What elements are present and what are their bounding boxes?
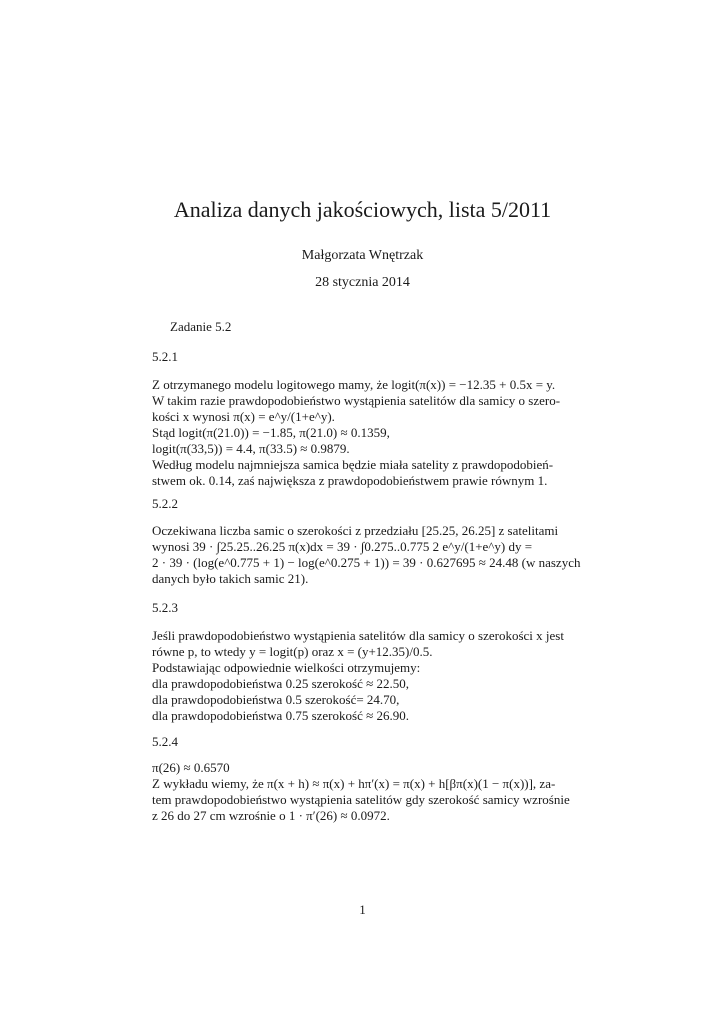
text-line: Stąd logit(π(21.0)) = −1.85, π(21.0) ≈ 0.1359,	[152, 425, 390, 440]
section-heading: 5.2.4	[152, 734, 178, 749]
author-name: Małgorzata Wnętrzak	[301, 248, 424, 263]
text-line: Z otrzymanego modelu logitowego mamy, że logit(π(x)) = −12.35 + 0.5x = y.	[152, 377, 556, 392]
text-line: równe p, to wtedy y = logit(p) oraz x = (y+12.35)/0.5.	[152, 644, 433, 659]
section-paragraph	[152, 377, 572, 489]
text-line: tem prawdopodobieństwo wystąpienia satelitów gdy szerokość samicy wzrośnie	[152, 792, 570, 807]
section-heading: 5.2.3	[152, 600, 178, 615]
text-line: dla prawdopodobieństwa 0.5 szerokość= 24.70,	[152, 692, 400, 707]
text-line: z 26 do 27 cm wzrośnie o 1 · π′(26) ≈ 0.0972.	[152, 808, 390, 823]
section-heading: 5.2.1	[152, 349, 178, 364]
section-paragraph	[152, 523, 581, 587]
text-line: Oczekiwana liczba samic o szerokości z przedziału [25.25, 26.25] z satelitami	[152, 523, 559, 538]
text-line: kości x wynosi π(x) = e^y/(1+e^y).	[152, 409, 335, 424]
document-title: Analiza danych jakościowych, lista 5/2011	[173, 197, 552, 222]
text-line: Podstawiając odpowiednie wielkości otrzymujemy:	[152, 660, 421, 675]
text-line: Według modelu najmniejsza samica będzie miała satelity z prawdopodobień-	[152, 457, 554, 472]
text-line: wynosi 39 · ∫25.25..26.25 π(x)dx = 39 · ∫0.275..0.775 2 e^y/(1+e^y) dy =	[152, 539, 533, 554]
section-paragraph	[152, 628, 572, 724]
text-line: π(26) ≈ 0.6570	[152, 760, 230, 775]
text-line: W takim razie prawdopodobieństwo wystąpienia satelitów dla samicy o szero-	[152, 393, 561, 408]
document-date: 28 stycznia 2014	[315, 275, 410, 290]
text-line: Z wykładu wiemy, że π(x + h) ≈ π(x) + hπ′(x) = π(x) + h[βπ(x)(1 − π(x))], za-	[152, 776, 556, 791]
text-line: Jeśli prawdopodobieństwo wystąpienia satelitów dla samicy o szerokości x jest	[152, 628, 564, 643]
text-line: danych było takich samic 21).	[152, 571, 309, 586]
text-line: 2 · 39 · (log(e^0.775 + 1) − log(e^0.275 + 1)) = 39 · 0.627695 ≈ 24.48 (w naszych	[152, 555, 581, 570]
problem-label: Zadanie 5.2	[170, 319, 232, 334]
text-line: dla prawdopodobieństwa 0.75 szerokość ≈ 26.90.	[152, 708, 409, 723]
section-heading: 5.2.2	[152, 496, 178, 511]
page-number: 1	[359, 902, 366, 917]
text-line: stwem ok. 0.14, zaś największa z prawdopodobieństwem prawie równym 1.	[152, 473, 548, 488]
text-line: dla prawdopodobieństwa 0.25 szerokość ≈ 22.50,	[152, 676, 409, 691]
section-paragraph	[152, 760, 572, 824]
text-line: logit(π(33,5)) = 4.4, π(33.5) ≈ 0.9879.	[152, 441, 350, 456]
